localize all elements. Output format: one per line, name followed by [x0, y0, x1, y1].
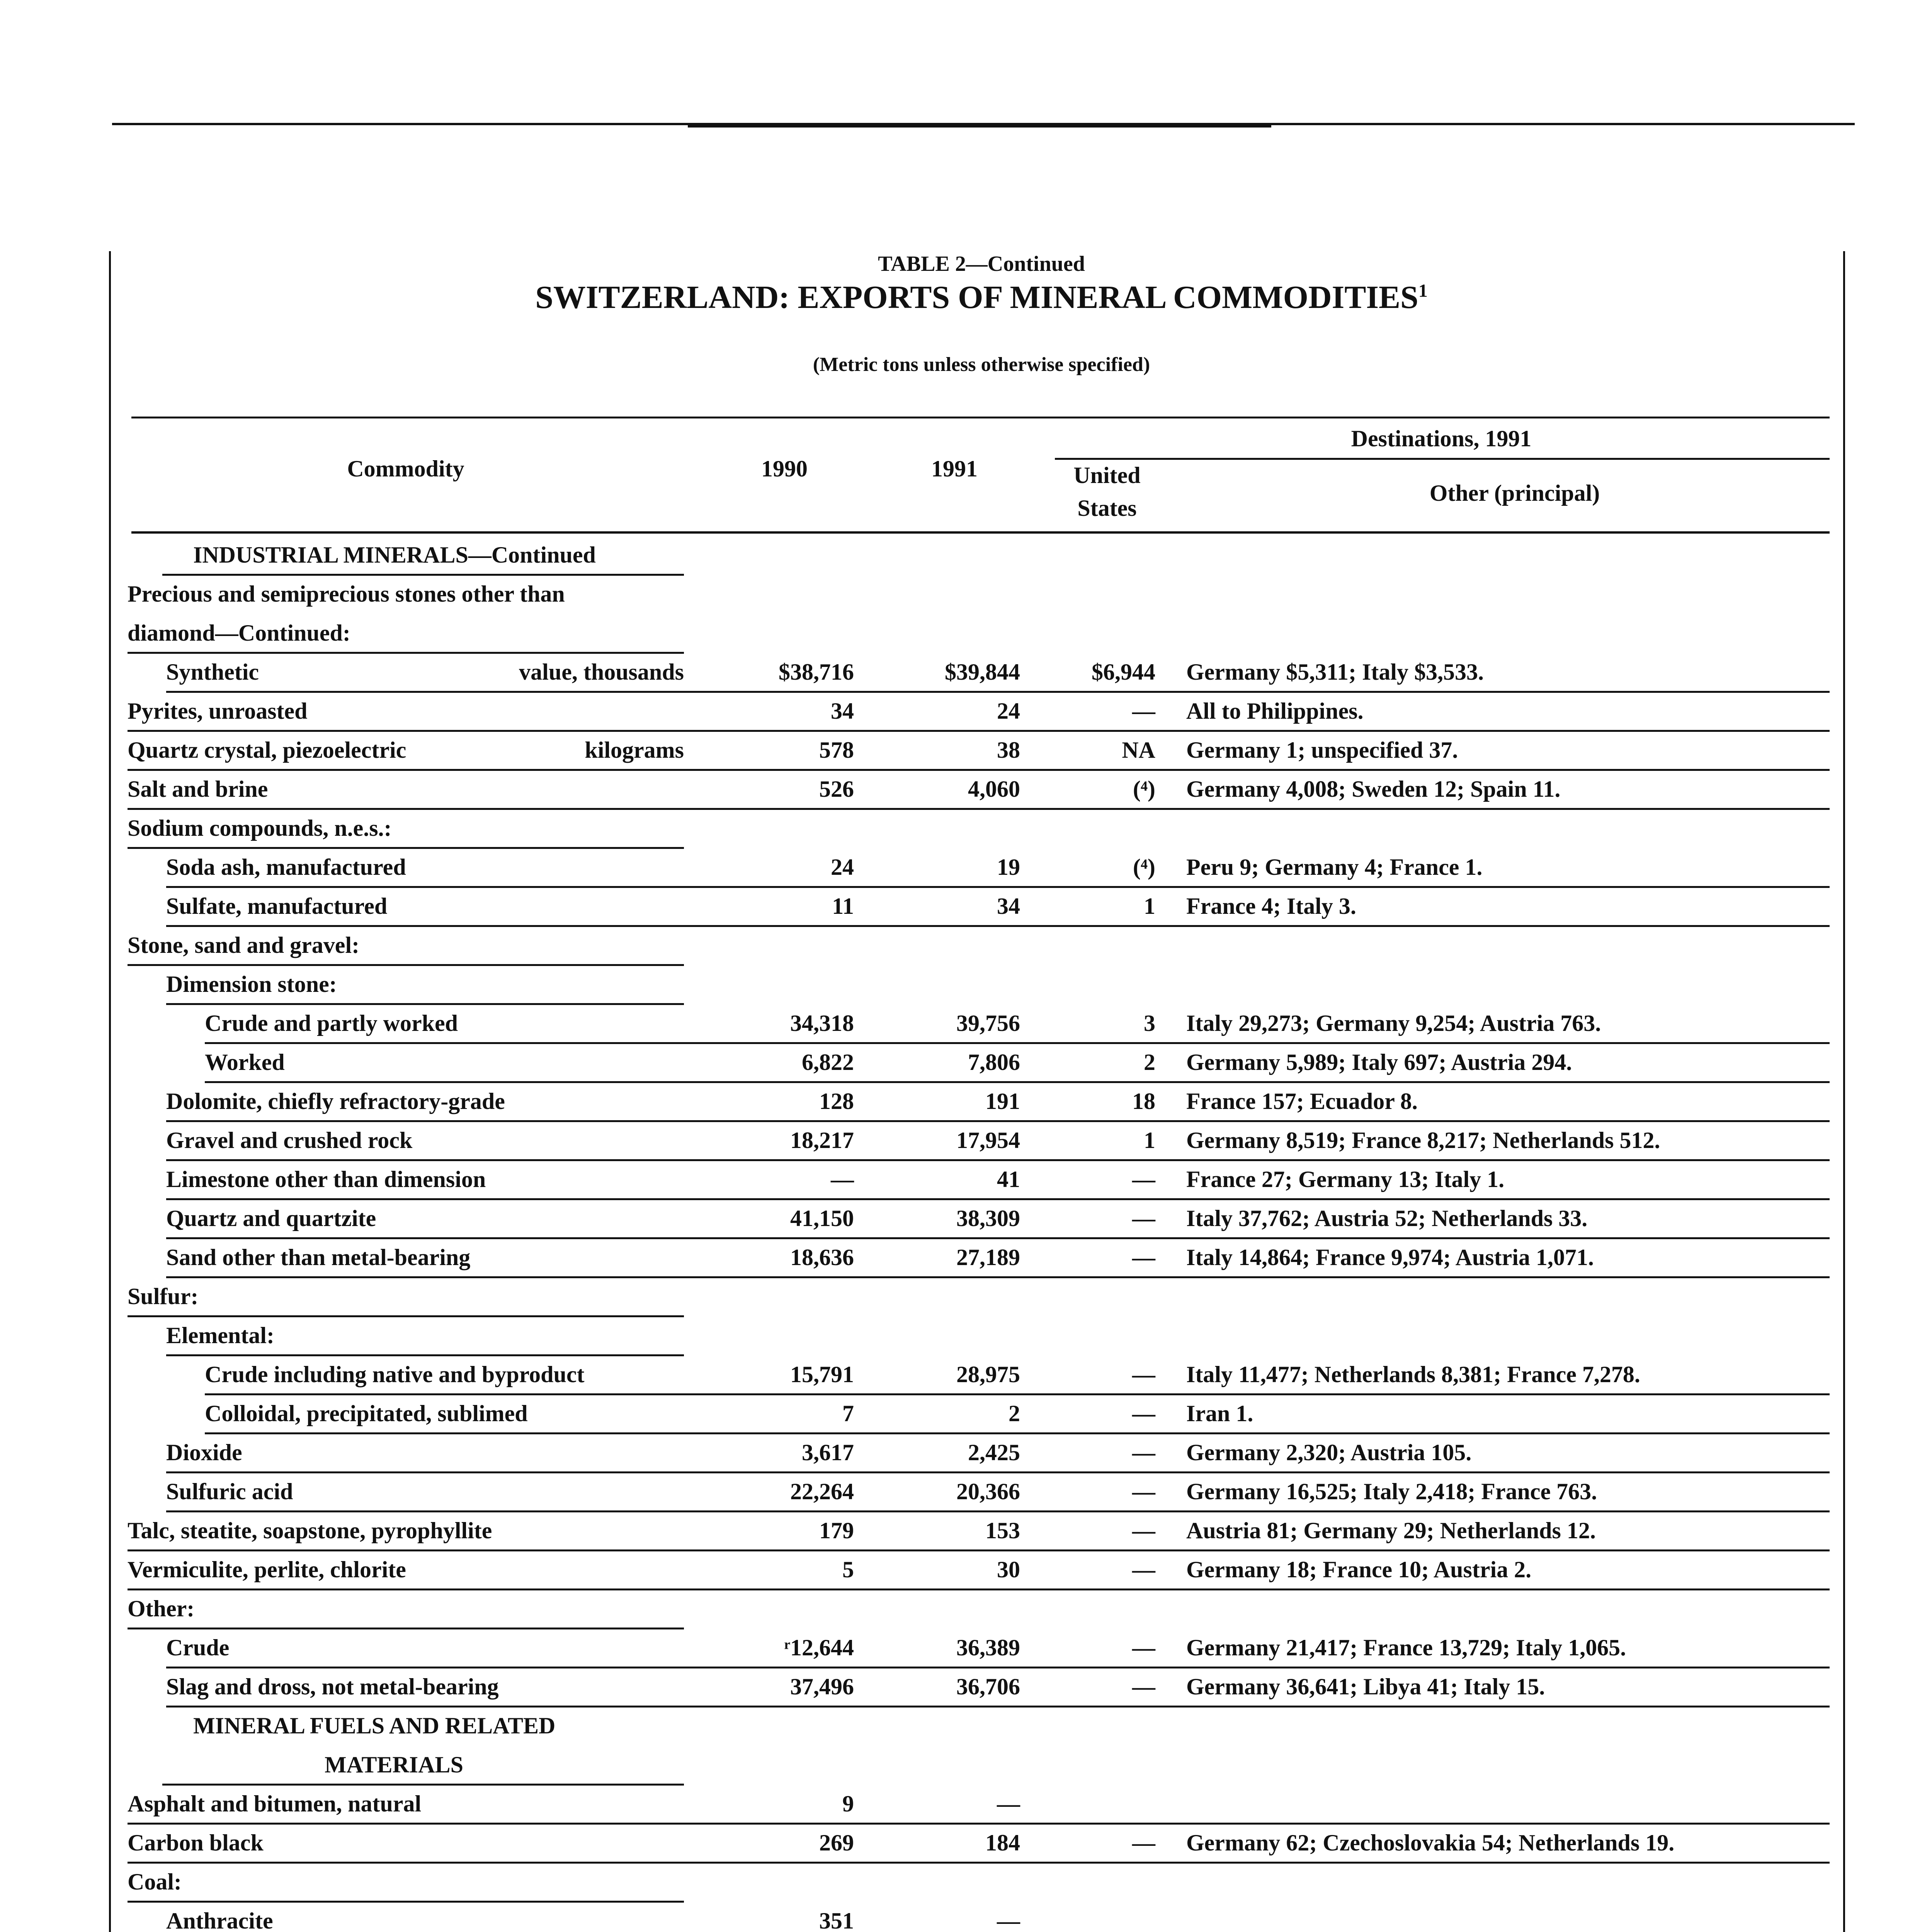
row-rule	[166, 1159, 1830, 1161]
value-other-destinations: Germany 36,641; Libya 41; Italy 15.	[1186, 1674, 1545, 1699]
section-heading: MINERAL FUELS AND RELATED	[193, 1713, 556, 1738]
header-1990: 1990	[761, 456, 808, 481]
row-rule	[166, 1120, 1830, 1122]
value-united-states: —	[1132, 1674, 1155, 1699]
header-top-rule	[131, 417, 1830, 418]
value-other-destinations: Germany 21,417; France 13,729; Italy 1,065.	[1186, 1635, 1626, 1660]
row-rule	[205, 1042, 1830, 1044]
commodity-label: Crude including native and byproduct	[205, 1362, 585, 1387]
row-rule	[205, 1081, 1830, 1083]
value-1991: 36,706	[956, 1674, 1020, 1699]
value-1990: 15,791	[790, 1362, 854, 1387]
row-rule	[128, 1588, 1830, 1590]
section-heading: INDUSTRIAL MINERALS—Continued	[193, 542, 596, 568]
section-heading: MATERIALS	[325, 1752, 463, 1777]
value-1990: 34,318	[790, 1010, 854, 1036]
value-united-states: $6,944	[1092, 659, 1155, 685]
value-1991: 30	[997, 1557, 1020, 1582]
row-rule	[162, 1784, 684, 1786]
value-1991: 24	[997, 698, 1020, 724]
value-1990: 269	[819, 1830, 854, 1855]
commodity-label: Dioxide	[166, 1440, 242, 1465]
value-1991: 7,806	[968, 1049, 1020, 1075]
commodity-label: Limestone other than dimension	[166, 1167, 486, 1192]
row-rule	[128, 847, 684, 849]
value-united-states: 1	[1144, 1128, 1155, 1153]
value-1990: 22,264	[790, 1479, 854, 1504]
value-1991: 20,366	[956, 1479, 1020, 1504]
commodity-label: Quartz crystal, piezoelectric	[128, 737, 406, 763]
value-1990: 3,617	[802, 1440, 854, 1465]
value-united-states: —	[1132, 1245, 1155, 1270]
group-label: Stone, sand and gravel:	[128, 932, 360, 958]
commodity-label: Asphalt and bitumen, natural	[128, 1791, 422, 1816]
value-1991: 39,756	[956, 1010, 1020, 1036]
group-label: diamond—Continued:	[128, 620, 350, 646]
value-1990: 37,496	[790, 1674, 854, 1699]
value-united-states: —	[1132, 1830, 1155, 1855]
commodity-label: Talc, steatite, soapstone, pyrophyllite	[128, 1518, 492, 1543]
row-rule	[166, 1237, 1830, 1239]
commodity-label: Salt and brine	[128, 776, 268, 802]
value-other-destinations: Peru 9; Germany 4; France 1.	[1186, 854, 1483, 880]
value-united-states: —	[1132, 1362, 1155, 1387]
value-1990: 179	[819, 1518, 854, 1543]
commodity-label: Soda ash, manufactured	[166, 854, 406, 880]
value-united-states: —	[1132, 1401, 1155, 1426]
row-rule	[205, 1432, 1830, 1434]
left-margin-line	[109, 251, 111, 1932]
value-other-destinations: France 4; Italy 3.	[1186, 893, 1356, 919]
value-1991: $39,844	[945, 659, 1020, 685]
unit-label: kilograms	[585, 737, 684, 763]
table-label: TABLE 2—Continued	[878, 252, 1085, 276]
value-1991: 4,060	[968, 776, 1020, 802]
commodity-label: Worked	[205, 1049, 285, 1075]
value-1990: 11	[832, 893, 854, 919]
row-rule	[166, 1667, 1830, 1668]
header-destinations-rule	[1055, 458, 1830, 460]
value-united-states: 2	[1144, 1049, 1155, 1075]
row-rule	[128, 730, 1830, 732]
top-rule-thick	[688, 123, 1271, 128]
title-footnote-mark: 1	[1418, 281, 1428, 301]
value-1990: 34	[831, 698, 854, 724]
value-other-destinations: Italy 29,273; Germany 9,254; Austria 763.	[1186, 1010, 1601, 1036]
value-united-states: —	[1132, 1635, 1155, 1660]
value-1990: 351	[819, 1908, 854, 1932]
value-1991: —	[997, 1791, 1020, 1816]
value-1990: 578	[819, 737, 854, 763]
value-1990: 41,150	[790, 1206, 854, 1231]
row-rule	[166, 925, 1830, 927]
value-united-states: 18	[1132, 1088, 1155, 1114]
value-united-states: —	[1132, 698, 1155, 724]
value-other-destinations: Italy 37,762; Austria 52; Netherlands 33.	[1186, 1206, 1588, 1231]
value-united-states: —	[1132, 1479, 1155, 1504]
group-label: Elemental:	[166, 1323, 274, 1348]
row-rule	[128, 964, 684, 966]
commodity-label: Pyrites, unroasted	[128, 698, 308, 724]
commodity-label: Carbon black	[128, 1830, 264, 1855]
header-commodity: Commodity	[347, 456, 464, 481]
commodity-label: Gravel and crushed rock	[166, 1128, 413, 1153]
row-rule	[162, 574, 684, 576]
value-1990: 5	[842, 1557, 854, 1582]
commodity-label: Sulfuric acid	[166, 1479, 293, 1504]
value-1991: 38	[997, 737, 1020, 763]
value-other-destinations: Germany 18; France 10; Austria 2.	[1186, 1557, 1532, 1582]
commodity-label: Dolomite, chiefly refractory-grade	[166, 1088, 505, 1114]
value-1990: ʳ12,644	[784, 1635, 854, 1660]
commodity-label: Crude	[166, 1635, 230, 1660]
value-other-destinations: Italy 14,864; France 9,974; Austria 1,071.	[1186, 1245, 1594, 1270]
row-rule	[128, 1823, 1830, 1825]
value-1990: 526	[819, 776, 854, 802]
row-rule	[166, 1706, 1830, 1708]
row-rule	[205, 1393, 1830, 1395]
value-united-states: —	[1132, 1440, 1155, 1465]
row-rule	[128, 1901, 684, 1903]
row-rule	[166, 1354, 684, 1356]
group-label: Sulfur:	[128, 1284, 199, 1309]
value-other-destinations: Germany 16,525; Italy 2,418; France 763.	[1186, 1479, 1597, 1504]
value-1991: 27,189	[956, 1245, 1020, 1270]
value-1990: 6,822	[802, 1049, 854, 1075]
group-label: Sodium compounds, n.e.s.:	[128, 815, 392, 841]
commodity-label: Sand other than metal-bearing	[166, 1245, 471, 1270]
value-1990: 7	[842, 1401, 854, 1426]
row-rule	[166, 1510, 1830, 1512]
row-rule	[166, 1276, 1830, 1278]
group-label: Precious and semiprecious stones other than	[128, 581, 565, 607]
value-other-destinations: Germany 2,320; Austria 105.	[1186, 1440, 1472, 1465]
value-united-states: —	[1132, 1518, 1155, 1543]
value-1991: 41	[997, 1167, 1020, 1192]
group-label: Dimension stone:	[166, 971, 337, 997]
table-title-text: SWITZERLAND: EXPORTS OF MINERAL COMMODITIES	[535, 279, 1418, 315]
value-1991: 184	[985, 1830, 1020, 1855]
value-1991: 191	[985, 1088, 1020, 1114]
row-rule	[166, 886, 1830, 888]
value-1991: 34	[997, 893, 1020, 919]
value-other-destinations: All to Philippines.	[1186, 698, 1364, 724]
value-united-states: —	[1132, 1167, 1155, 1192]
value-1990: 24	[831, 854, 854, 880]
value-1991: 19	[997, 854, 1020, 880]
value-united-states: 3	[1144, 1010, 1155, 1036]
row-rule	[166, 1198, 1830, 1200]
value-other-destinations: Germany 5,989; Italy 697; Austria 294.	[1186, 1049, 1572, 1075]
row-rule	[128, 1628, 684, 1629]
value-other-destinations: Italy 11,477; Netherlands 8,381; France 7,278.	[1186, 1362, 1640, 1387]
commodity-label: Anthracite	[166, 1908, 273, 1932]
value-united-states: —	[1132, 1557, 1155, 1582]
value-1991: 2	[1009, 1401, 1020, 1426]
value-1990: 18,636	[790, 1245, 854, 1270]
right-margin-line	[1843, 251, 1845, 1932]
table-title	[402, 281, 1561, 314]
value-1991: 153	[985, 1518, 1020, 1543]
commodity-label: Synthetic	[166, 659, 259, 685]
row-rule	[128, 1549, 1830, 1551]
row-rule	[166, 691, 1830, 693]
value-united-states: (⁴)	[1133, 854, 1155, 880]
commodity-label: Quartz and quartzite	[166, 1206, 376, 1231]
value-1990: 9	[842, 1791, 854, 1816]
unit-label: value, thousands	[519, 659, 684, 685]
value-1991: 38,309	[956, 1206, 1020, 1231]
value-1991: 36,389	[956, 1635, 1020, 1660]
value-other-destinations: Germany 1; unspecified 37.	[1186, 737, 1458, 763]
header-united: United	[1073, 463, 1141, 488]
value-other-destinations: Iran 1.	[1186, 1401, 1253, 1426]
row-rule	[128, 1315, 684, 1317]
commodity-label: Slag and dross, not metal-bearing	[166, 1674, 499, 1699]
value-other-destinations: Germany $5,311; Italy $3,533.	[1186, 659, 1484, 685]
commodity-label: Vermiculite, perlite, chlorite	[128, 1557, 406, 1582]
row-rule	[128, 1862, 1830, 1864]
value-1991: 17,954	[956, 1128, 1020, 1153]
value-1991: 2,425	[968, 1440, 1020, 1465]
value-united-states: NA	[1122, 737, 1155, 763]
table-subtitle: (Metric tons unless otherwise specified)	[813, 354, 1150, 376]
value-united-states: (⁴)	[1133, 776, 1155, 802]
row-rule	[166, 1471, 1830, 1473]
row-rule	[128, 769, 1830, 771]
header-1991: 1991	[931, 456, 978, 481]
value-other-destinations: Germany 62; Czechoslovakia 54; Netherlands 19.	[1186, 1830, 1675, 1855]
value-united-states: 1	[1144, 893, 1155, 919]
value-1990: 18,217	[790, 1128, 854, 1153]
value-1990: 128	[819, 1088, 854, 1114]
row-rule	[166, 1003, 684, 1005]
header-other: Other (principal)	[1429, 480, 1600, 506]
commodity-label: Colloidal, precipitated, sublimed	[205, 1401, 528, 1426]
row-rule	[128, 652, 684, 654]
value-other-destinations: France 157; Ecuador 8.	[1186, 1088, 1418, 1114]
group-label: Other:	[128, 1596, 195, 1621]
value-other-destinations: Germany 4,008; Sweden 12; Spain 11.	[1186, 776, 1561, 802]
value-1991: —	[997, 1908, 1020, 1932]
header-bottom-rule	[131, 531, 1830, 534]
header-destinations: Destinations, 1991	[1351, 426, 1532, 451]
commodity-label: Crude and partly worked	[205, 1010, 458, 1036]
value-1990: —	[831, 1167, 854, 1192]
commodity-label: Sulfate, manufactured	[166, 893, 388, 919]
value-other-destinations: Austria 81; Germany 29; Netherlands 12.	[1186, 1518, 1596, 1543]
value-1991: 28,975	[956, 1362, 1020, 1387]
value-other-destinations: France 27; Germany 13; Italy 1.	[1186, 1167, 1505, 1192]
value-united-states: —	[1132, 1206, 1155, 1231]
group-label: Coal:	[128, 1869, 182, 1895]
header-states: States	[1077, 495, 1137, 521]
value-other-destinations: Germany 8,519; France 8,217; Netherlands 512.	[1186, 1128, 1660, 1153]
row-rule	[128, 808, 1830, 810]
value-1990: $38,716	[779, 659, 854, 685]
